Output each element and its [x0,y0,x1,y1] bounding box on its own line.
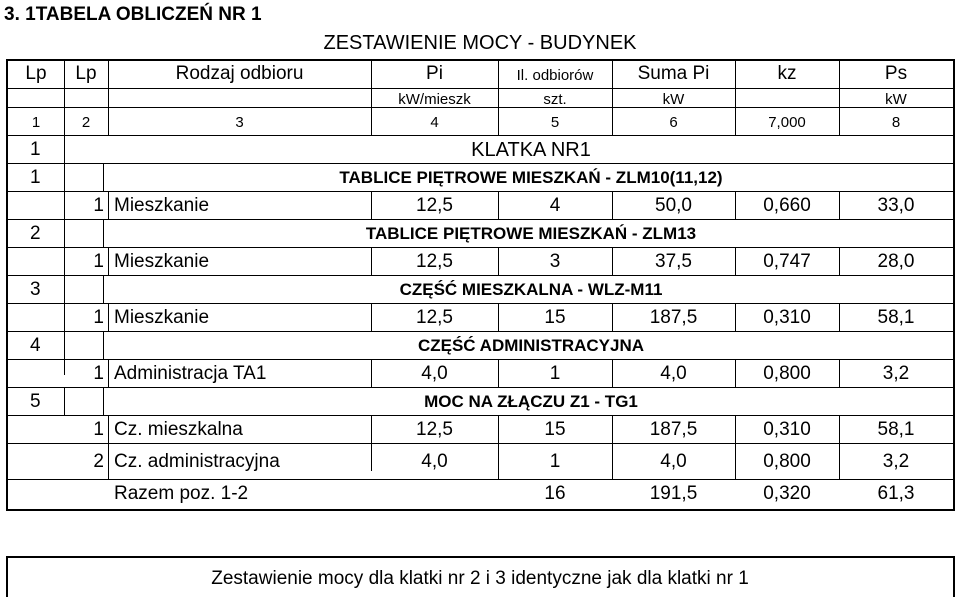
table-row-ps: 3,2 [882,451,910,472]
column-number: 2 [81,114,91,131]
section-title: MOC NA ZŁĄCZU Z1 - TG1 [424,392,638,411]
table-row-ps: 3,2 [882,363,910,384]
table-subtitle: ZESTAWIENIE MOCY - BUDYNEK [323,32,637,54]
table-row-pi: 4,0 [421,363,448,384]
table-row-rodzaj: Cz. administracyjna [114,451,280,472]
grid-line [108,359,109,387]
grid-line [6,163,954,164]
table-row-suma: 187,5 [649,307,698,328]
table-row-kz: 0,800 [763,451,811,472]
grid-line [6,556,954,558]
column-number: 3 [235,114,244,131]
grid-line [108,303,109,331]
table-row-lp: 1 [93,195,104,216]
grid-line [6,303,954,304]
table-row-il: 15 [544,419,566,440]
section-title: KLATKA NR1 [471,139,591,161]
grid-line [103,387,104,415]
grid-line [6,275,954,276]
footer-note: Zestawienie mocy dla klatki nr 2 i 3 identyczne jak dla klatki nr 1 [211,568,749,589]
column-number: 8 [891,114,901,131]
grid-line [6,359,954,360]
section-lp: 4 [30,335,41,356]
column-number: 7,000 [768,114,806,131]
section-title: CZĘŚĆ MIESZKALNA - WLZ-M11 [399,280,663,299]
grid-line [6,443,954,444]
section-lp: 1 [30,167,41,188]
table-row-rodzaj: Mieszkanie [114,251,210,272]
table-row-suma: 50,0 [655,195,692,216]
unit-il: szt. [543,91,567,108]
table-row-rodzaj: Mieszkanie [114,195,210,216]
table-row-suma: 4,0 [660,451,687,472]
table-row-lp: 1 [93,307,104,328]
page-heading: 3. 1TABELA OBLICZEŃ NR 1 [4,4,262,25]
table-row-il: 15 [544,307,566,328]
section-lp: 2 [30,223,41,244]
column-number: 1 [31,114,41,131]
table-row-ps: 58,1 [877,419,915,440]
grid-line [6,247,954,248]
table-row-kz: 0,320 [763,483,811,504]
table-row-lp: 2 [93,451,104,472]
column-number: 5 [550,114,560,131]
header-il-odbiorow: Il. odbiorów [516,67,594,84]
table-row-kz: 0,660 [763,195,811,216]
table-row-kz: 0,747 [763,251,811,272]
grid-line [108,443,109,479]
header-pi: Pi [426,63,443,84]
grid-line [103,275,104,303]
section-lp: 5 [30,391,41,412]
table-row-il: 1 [549,363,561,384]
grid-line [6,135,954,136]
table-row-ps: 58,1 [877,307,915,328]
table-row-il: 3 [549,251,561,272]
header-kz: kz [777,63,797,84]
header-lp-sub: Lp [75,63,97,84]
grid-line [6,415,954,416]
section-title: CZĘŚĆ ADMINISTRACYJNA [417,336,645,355]
header-lp: Lp [25,63,47,84]
section-lp: 3 [30,279,41,300]
section-title: TABLICE PIĘTROWE MIESZKAŃ - ZLM10(11,12) [339,168,723,187]
table-row-ps: 61,3 [877,483,915,504]
table-row-kz: 0,310 [763,307,811,328]
header-ps: Ps [884,63,908,84]
table-row-pi: 12,5 [416,419,453,440]
table-row-pi: 12,5 [416,195,453,216]
grid-line [108,415,109,443]
table-row-suma: 191,5 [649,483,698,504]
table-row-pi: 12,5 [416,251,453,272]
grid-line [6,59,955,61]
grid-line [6,509,955,511]
table-row-lp: 1 [93,251,104,272]
grid-line [6,88,954,89]
grid-line [64,387,65,415]
table-row-ps: 28,0 [877,251,915,272]
grid-line [103,163,104,191]
unit-suma: kW [662,91,685,108]
table-row-rodzaj: Cz. mieszkalna [114,419,243,440]
grid-line [6,191,954,192]
header-rodzaj: Rodzaj odbioru [175,63,304,84]
grid-line [6,219,954,220]
table-row-rodzaj: Mieszkanie [114,307,210,328]
section-lp: 1 [30,139,41,160]
table-row-rodzaj: Administracja TA1 [114,363,267,384]
table-row-rodzaj: Razem poz. 1-2 [114,483,249,504]
column-number: 6 [669,114,678,131]
table-row-ps: 33,0 [877,195,915,216]
grid-line [103,219,104,247]
section-title: TABLICE PIĘTROWE MIESZKAŃ - ZLM13 [365,224,697,243]
grid-line [6,479,954,480]
grid-line [6,331,954,332]
table-row-kz: 0,800 [763,363,811,384]
table-row-lp: 1 [93,363,104,384]
table-row-il: 16 [544,483,566,504]
grid-line [103,331,104,359]
table-row-suma: 4,0 [660,363,687,384]
table-row-lp: 1 [93,419,104,440]
grid-line [6,387,954,388]
column-number: 4 [430,114,439,131]
table-row-il: 4 [549,195,561,216]
grid-line [108,247,109,275]
unit-ps: kW [885,91,907,108]
table-row-suma: 37,5 [655,251,692,272]
header-suma-pi: Suma Pi [637,63,710,84]
table-row-suma: 187,5 [649,419,698,440]
table-row-pi: 12,5 [416,307,453,328]
table-row-il: 1 [549,451,561,472]
grid-line [108,191,109,219]
unit-pi: kW/mieszk [398,91,471,108]
table-row-kz: 0,310 [763,419,811,440]
table-row-pi: 4,0 [421,451,448,472]
